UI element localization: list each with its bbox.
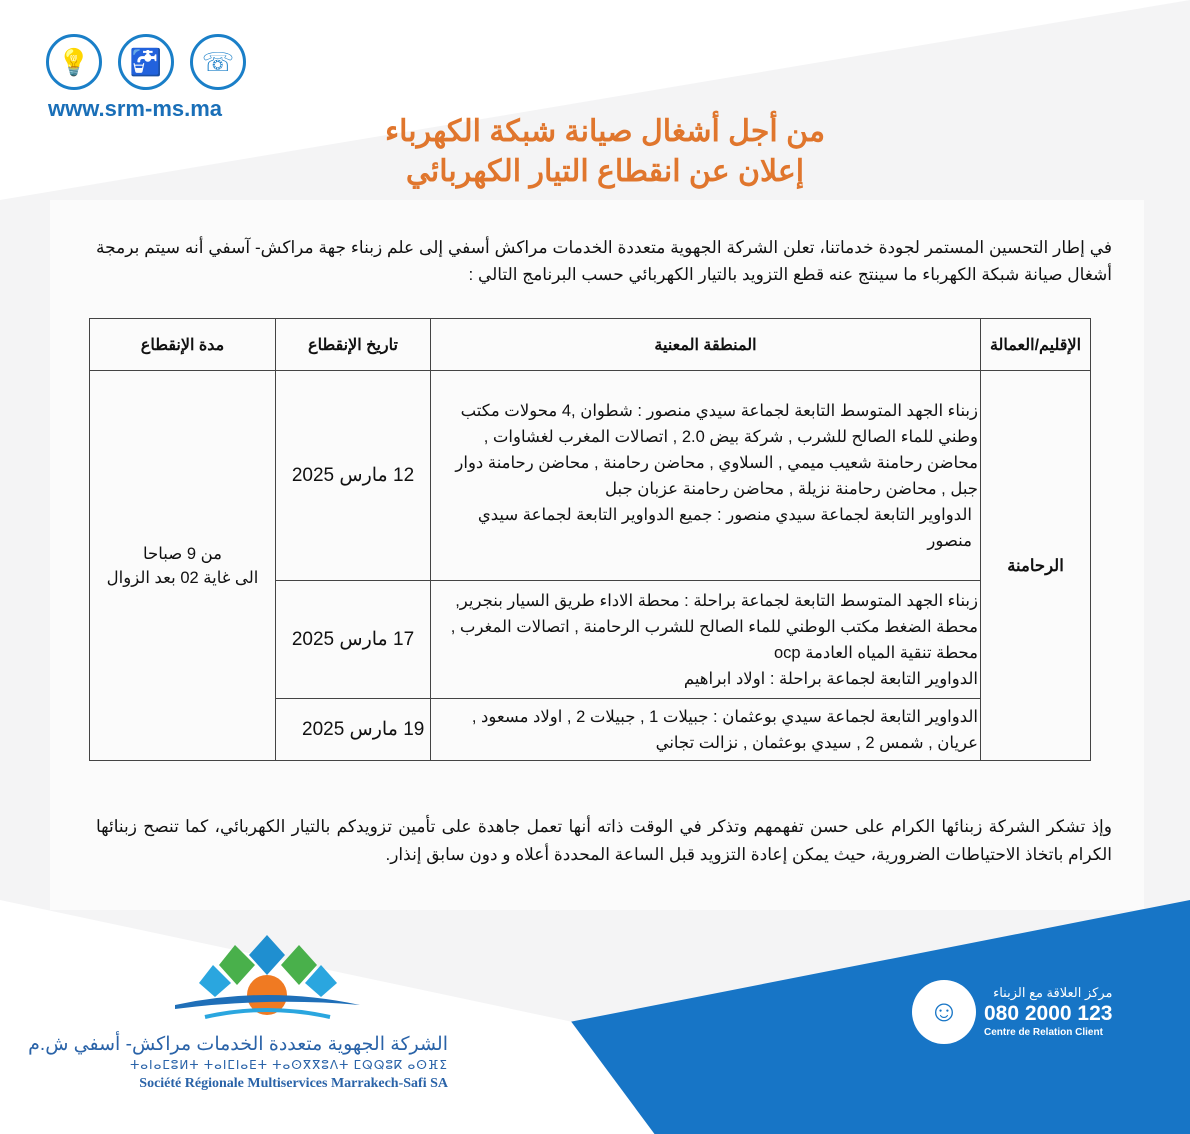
call-agent-icon: ☺ [912, 980, 976, 1044]
call-center-arabic: مركز العلاقة مع الزبناء [993, 985, 1113, 1000]
duration-start: من 9 صباحا [143, 544, 222, 563]
lightbulb-icon: 💡 [46, 34, 102, 90]
call-center [912, 980, 1112, 1044]
province-cell: الرحامنة [981, 371, 1091, 761]
title-line2: إعلان عن انقطاع التيار الكهربائي [405, 155, 805, 188]
intro-paragraph: في إطار التحسين المستمر لجودة خدماتنا، تعلن الشركة الجهوية متعددة الخدمات مراكش أسفي إلى علم زبناء جهة مراكش- آسفي أنه سيتم برمجة أشغال صيانة شبكة الكهرباء ما سينتج عنه قطع التزويد بالتيار الكهربائي حسب البرنامج التالي : [96, 238, 1112, 284]
website-link[interactable]: www.srm-ms.ma [48, 96, 223, 121]
company-name-tifinagh: ⵜⴰⵏⴰⵎⵓⵍⵜ ⵜⴰⵏⵎⵏⴰⴹⵜ ⵜⴰⵙⴳⴳⵓⴷⵜ ⵎⵕⵕⵓⴽ ⴰⵙⴼⵉ [130, 1058, 448, 1072]
table-header-row [90, 319, 1091, 371]
call-center-french: Centre de Relation Client [984, 1027, 1103, 1038]
zone-text-douars: الدواوير التابعة لجماعة سيدي منصور : جميع الدواوير التابعة لجماعة سيدي منصور [477, 505, 972, 550]
zone-cell [431, 371, 981, 581]
date-cell: 12 مارس 2025 [276, 371, 431, 581]
content-column [96, 234, 1112, 869]
header-duration: مدة الإنقطاع [90, 319, 276, 371]
date-cell: 17 مارس 2025 [276, 581, 431, 699]
company-name-arabic: الشركة الجهوية متعددة الخدمات مراكش- أسفي ش.م [28, 1034, 448, 1055]
outage-table [89, 318, 1091, 761]
closing-paragraph: وإذ تشكر الشركة زبنائها الكرام على حسن تفهمهم وتذكر في الوقت ذاته أنها تعمل جاهدة على تأمين تزويدكم بالتيار الكهربائي، كما تنصح زبنائها الكرام باتخاذ الاحتياطات الضرورية، حيث يمكن إعادة التزويد قبل الساعة المحددة أعلاه و دون سابق إنذار. [96, 817, 1112, 864]
call-center-phone[interactable]: 080 2000 123 [984, 1002, 1113, 1025]
title-line1: من أجل أشغال صيانة شبكة الكهرباء [384, 115, 826, 148]
header-province: الإقليم/العمالة [981, 319, 1091, 371]
company-logo [175, 935, 360, 1025]
table-row [90, 371, 1091, 581]
title-block [380, 114, 830, 190]
duration-cell [90, 371, 276, 761]
zone-cell [431, 699, 981, 761]
water-tap-icon: 🚰 [118, 34, 174, 90]
company-name-french: Société Régionale Multiservices Marrakech-Safi SA [139, 1076, 448, 1091]
date-cell: 19 مارس 2025 [276, 699, 431, 761]
phone-tap-icon: ☏ [190, 34, 246, 90]
header-date: تاريخ الإنقطاع [276, 319, 431, 371]
zone-cell [431, 581, 981, 699]
zone-text: زبناء الجهد المتوسط التابعة لجماعة سيدي منصور : شطوان ,4 محولات مكتب وطني للماء الصالح للشرب , شركة بيض 2.0 , اتصالات المغرب لغشاوات , محاضن رحامنة شعيب ميمي , السلاوي , محاضن رحامنة , محاضن رحامنة دوار جبل , محاضن رحامنة نزيلة , محاضن رحامنة عزبان جبل [455, 401, 978, 498]
duration-end: الى غاية 02 بعد الزوال [106, 568, 259, 587]
header-zone: المنطقة المعنية [431, 319, 981, 371]
company-names [28, 1034, 448, 1092]
zone-text-douars: الدواوير التابعة لجماعة براحلة : اولاد ابراهيم [683, 669, 978, 688]
zone-text: الدواوير التابعة لجماعة سيدي بوعثمان : جبيلات 1 , جبيلات 2 , اولاد مسعود , عريان , شمس 2 , سيدي بوعثمان , نزالت تجاني [471, 707, 978, 752]
zone-text: زبناء الجهد المتوسط التابعة لجماعة براحلة : محطة الاداء طريق السيار بنجرير, محطة الضغط مكتب الوطني للماء الصالح للشرب الرحامنة , اتصالات المغرب , محطة تنقية المياه العادمة ocp [450, 591, 978, 662]
service-icons [46, 34, 246, 90]
